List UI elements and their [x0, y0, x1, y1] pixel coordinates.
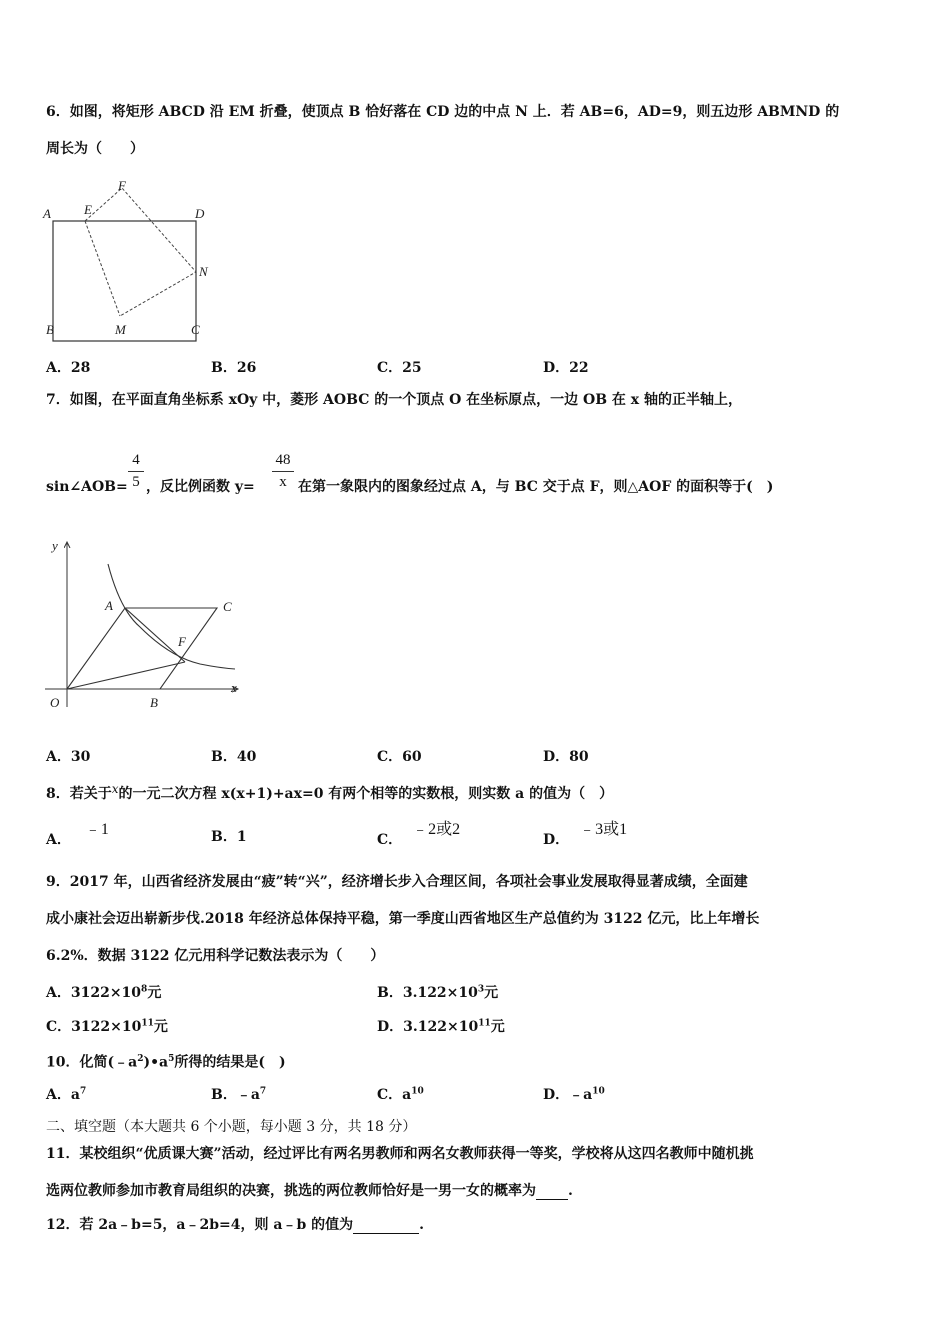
q8-opt-d-math: ﹣3或1 — [579, 821, 628, 838]
q9-opt-c-exp: 11 — [141, 1018, 154, 1029]
q10-prefix: 10．化简(﹣a — [46, 1054, 138, 1071]
fold-em — [85, 221, 120, 316]
q8-opt-a-letter: A． — [46, 832, 71, 848]
q6-option-c[interactable]: C．25 — [377, 360, 422, 376]
q8-var: x — [111, 782, 119, 796]
q8-opt-d-letter: D． — [543, 832, 570, 848]
q10-exp2: 5 — [168, 1054, 175, 1064]
q8-option-a[interactable] — [46, 821, 109, 849]
q10-opt-c-base: C．a — [377, 1087, 412, 1103]
q12-text: 12．若 2a﹣b=5，a﹣2b=4，则 a﹣b 的值为 — [46, 1217, 354, 1233]
label-b: B — [150, 695, 158, 710]
q7-line1: 7．如图，在平面直角坐标系 xOy 中，菱形 AOBC 的一个顶点 O 在坐标原点，一边 OB 在 x 轴的正半轴上， — [46, 392, 743, 408]
q9-opt-d-unit: 元 — [490, 1019, 505, 1035]
q11-line2-end: . — [568, 1183, 573, 1199]
label-n: N — [199, 264, 208, 279]
q7-mid-text: ，反比例函数 y= — [146, 479, 255, 495]
q11-line2-text: 选两位教师参加市教育局组织的决赛，挑选的两位教师恰好是一男一女的概率为 — [46, 1183, 536, 1199]
q10-opt-c-exp: 10 — [411, 1086, 424, 1097]
q10-opt-b-exp: 7 — [259, 1086, 267, 1097]
q6-figure — [40, 176, 230, 346]
q7-fraction-48-x — [272, 452, 294, 491]
q9-option-d[interactable] — [377, 1016, 505, 1036]
label-o: O — [50, 695, 60, 710]
q8-line — [46, 780, 613, 803]
rhombus-aobc — [67, 608, 217, 689]
q9-opt-a-base: A．3122×10 — [46, 985, 142, 1001]
q9-line3: 6.2%．数据 3122 亿元用科学记数法表示为（ ） — [46, 948, 385, 964]
q9-option-c[interactable] — [46, 1016, 168, 1036]
q9-opt-b-exp: 3 — [477, 984, 485, 995]
section2-title: 二、填空题（本大题共 6 个小题，每小题 3 分，共 18 分） — [46, 1119, 417, 1135]
label-f: F — [178, 634, 186, 649]
q7-option-b[interactable]: B．40 — [211, 749, 257, 765]
label-c: C — [191, 322, 200, 337]
q7-suffix: 在第一象限内的图象经过点 A，与 BC 交于点 F，则△AOF 的面积等于( ) — [298, 479, 774, 495]
segment-of — [67, 662, 185, 689]
label-b: B — [46, 322, 54, 337]
frac2-num: 48 — [275, 452, 291, 468]
q9-line2: 成小康社会迈出崭新步伐.2018 年经济总体保持平稳，第一季度山西省地区生产总值约为 3122 亿元，比上年增长 — [46, 911, 760, 927]
q9-line1: 9．2017 年，山西省经济发展由“疲”转“兴”，经济增长步入合理区间，各项社会事业发展取得显著成绩，全面建 — [46, 874, 748, 890]
q10-option-b[interactable] — [211, 1084, 266, 1104]
q6-line1: 6．如图，将矩形 ABCD 沿 EM 折叠，使顶点 B 恰好落在 CD 边的中点 N 上．若 AB=6，AD=9，则五边形 ABMND 的 — [46, 104, 840, 120]
q10-option-d[interactable] — [543, 1084, 605, 1104]
q10-mid: )•a — [143, 1054, 169, 1071]
fold-lines — [85, 188, 196, 316]
frac1-bar — [128, 471, 144, 472]
q8-option-d[interactable] — [543, 821, 628, 849]
label-c: C — [223, 599, 232, 614]
q12-line — [46, 1216, 424, 1234]
q8-option-b[interactable]: B．1 — [211, 829, 247, 845]
segment-af — [125, 608, 185, 662]
q9-opt-a-exp: 8 — [141, 984, 148, 995]
q9-option-a[interactable] — [46, 982, 161, 1002]
q9-opt-c-base: C．3122×10 — [46, 1019, 142, 1035]
q10-line — [46, 1050, 286, 1072]
q7-figure — [40, 532, 250, 717]
q10-suffix: 所得的结果是( ) — [174, 1054, 286, 1071]
q9-opt-a-unit: 元 — [147, 985, 162, 1001]
label-m: M — [115, 322, 126, 337]
q6-line2: 周长为（ ） — [46, 141, 144, 157]
q8-opt-c-letter: C． — [377, 832, 403, 848]
q9-opt-c-unit: 元 — [153, 1019, 168, 1035]
q8-opt-c-math: ﹣2或2 — [412, 821, 461, 838]
frac1-den: 5 — [132, 474, 140, 490]
q10-option-c[interactable] — [377, 1084, 424, 1104]
q10-opt-a-exp: 7 — [79, 1086, 87, 1097]
q9-opt-b-base: B．3.122×10 — [377, 985, 478, 1001]
label-x: x — [231, 680, 237, 695]
q6-option-b[interactable]: B．26 — [211, 360, 257, 376]
q8-prefix: 8．若关于 — [46, 786, 112, 802]
q7-option-d[interactable]: D．80 — [543, 749, 589, 765]
q10-option-a[interactable] — [46, 1084, 86, 1104]
label-a: A — [105, 598, 113, 613]
q10-exp1: 2 — [137, 1054, 144, 1064]
q9-opt-d-exp: 11 — [478, 1018, 491, 1029]
hyperbola-curve — [108, 564, 235, 669]
q11-answer-blank[interactable] — [536, 1185, 568, 1200]
label-y: y — [52, 538, 58, 553]
q10-opt-d-base: D．﹣a — [543, 1087, 593, 1103]
q10-opt-b-base: B．﹣a — [211, 1087, 260, 1103]
frac1-num: 4 — [132, 452, 140, 468]
q10-opt-d-exp: 10 — [592, 1086, 605, 1097]
label-a: A — [43, 206, 51, 221]
q11-line2 — [46, 1182, 573, 1200]
label-f: F — [118, 178, 126, 193]
frac2-bar — [272, 471, 294, 472]
q7-fraction-4-5 — [128, 452, 144, 491]
q11-line1: 11．某校组织“优质课大赛”活动，经过评比有两名男教师和两名女教师获得一等奖，学校将从这四名教师中随机挑 — [46, 1146, 754, 1162]
label-d: D — [195, 206, 205, 221]
q9-opt-b-unit: 元 — [484, 985, 499, 1001]
q6-option-a[interactable]: A．28 — [46, 360, 91, 376]
q9-option-b[interactable] — [377, 982, 498, 1002]
q12-end: . — [419, 1217, 424, 1233]
q8-suffix: 的一元二次方程 x(x+1)+ax=0 有两个相等的实数根，则实数 a 的值为（ ） — [118, 786, 614, 802]
q12-answer-blank[interactable] — [353, 1219, 419, 1234]
q8-opt-a-math: ﹣1 — [84, 821, 109, 838]
q7-option-c[interactable]: C．60 — [377, 749, 422, 765]
q8-option-c[interactable] — [377, 821, 461, 849]
label-e: E — [84, 202, 92, 217]
q9-opt-d-base: D．3.122×10 — [377, 1019, 479, 1035]
frac2-den: x — [279, 474, 287, 490]
q7-option-a[interactable]: A．30 — [46, 749, 91, 765]
q10-opt-a-base: A．a — [46, 1087, 80, 1103]
q6-option-d[interactable]: D．22 — [543, 360, 589, 376]
q7-sin-prefix: sin∠AOB= — [46, 479, 128, 495]
